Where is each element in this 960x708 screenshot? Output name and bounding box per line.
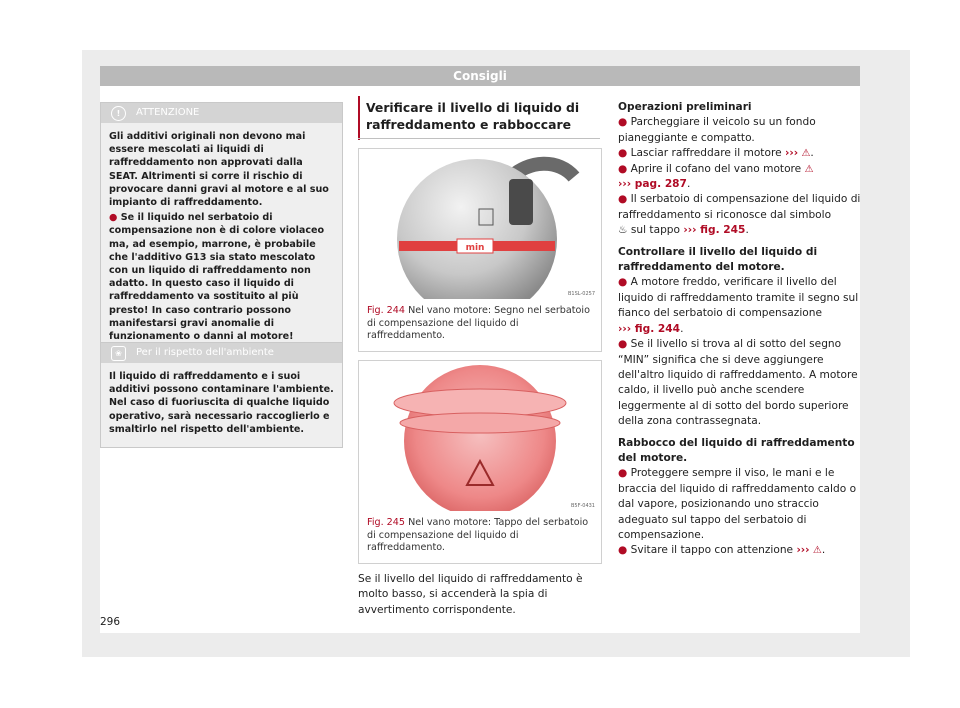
figure-244-number: Fig. 244 xyxy=(367,305,405,316)
page-ref-287[interactable]: ››› pag. 287 xyxy=(618,178,687,191)
step-cool: ● Lasciar raffreddare il motore ››› ⚠. xyxy=(618,147,814,160)
warning-icon: ⚠ xyxy=(812,545,822,557)
figure-245-code: B5F-0431 xyxy=(570,503,595,509)
attention-box xyxy=(100,102,343,355)
heading-preliminary: Operazioni preliminari xyxy=(618,101,752,113)
environment-title: Per il rispetto dell'ambiente xyxy=(136,347,274,358)
figure-244-text: Nel vano motore: Segno nel serbatoio di compensazione del liquido di raffreddamento. xyxy=(367,305,590,341)
section-title: Verificare il livello di liquido di raffreddamento e rabboccare xyxy=(366,100,580,132)
expansion-tank-illustration xyxy=(359,149,601,299)
step-identify: ● Il serbatoio di compensazione del liquido di raffreddamento si riconosce dal simbolo ♨ sul tappo ››› fig. 245. xyxy=(618,193,861,237)
figure-244-image xyxy=(359,149,601,299)
environment-body xyxy=(101,363,342,447)
warning-icon: ⚠ xyxy=(801,148,811,160)
figure-244 xyxy=(358,148,602,352)
step-park: ● Parcheggiare il veicolo su un fondo pianeggiante e compatto. xyxy=(618,116,816,144)
figure-245-number: Fig. 245 xyxy=(367,517,405,528)
figure-244-caption xyxy=(359,299,601,351)
figure-245-caption xyxy=(359,511,601,563)
min-label: min xyxy=(465,243,485,253)
heading-check: Controllare il livello del liquido di raffreddamento del motore. xyxy=(618,245,818,274)
info-icon: ! xyxy=(111,106,126,121)
figure-244-code: B1SL-0257 xyxy=(567,291,595,297)
figure-245-text: Nel vano motore: Tappo del serbatoio di compensazione del liquido di raffreddamento. xyxy=(367,517,589,553)
title-rule xyxy=(358,138,600,139)
leaf-icon: ❀ xyxy=(111,346,126,361)
page-number: 296 xyxy=(100,616,121,628)
step-below-min: ● Se il livello si trova al di sotto del segno “MIN” significa che si deve aggiungere dell'altro liquido di raffreddamento. A motore caldo, il livello può anche scendere leggermente al di sotto del bordo superiore della zona contrassegnata. xyxy=(618,338,858,428)
attention-body xyxy=(101,123,342,354)
environment-header xyxy=(101,343,342,363)
col2-paragraph: Se il livello del liquido di raffreddamento è molto basso, si accenderà la spia di avvertimento corrispondente. xyxy=(358,573,583,616)
reservoir-cap-illustration xyxy=(359,361,601,511)
procedure-column xyxy=(618,100,861,559)
figure-245-image xyxy=(359,361,601,511)
heading-refill: Rabbocco del liquido di raffreddamento del motore. xyxy=(618,436,855,464)
fig-ref-245[interactable]: ››› fig. 245 xyxy=(683,224,746,237)
attention-header xyxy=(101,103,342,123)
warning-icon: ⚠ xyxy=(804,163,814,175)
step-protect: ● Proteggere sempre il viso, le mani e le braccia del liquido di raffreddamento caldo o dal vapore, posizionando uno straccio adeguato sul tappo del serbatoio di compensazione. xyxy=(618,467,857,541)
title-accent xyxy=(358,96,360,140)
environment-text: Il liquido di raffreddamento e i suoi additivi possono contaminare l'ambiente. Nel caso di fuoriuscita di qualche liquido operativo, sarà necessario raccoglierlo e smaltirlo nel rispetto dell'ambiente. xyxy=(109,371,334,435)
figure-245 xyxy=(358,360,602,564)
page-header: Consigli xyxy=(100,66,860,86)
step-check-level: ● A motore freddo, verificare il livello del liquido di raffreddamento tramite il segno sul fianco del serbatoio di compensazione ››› fig. 244. xyxy=(618,276,859,335)
coolant-symbol-icon: ♨ xyxy=(618,224,628,237)
step-open-hood: ● Aprire il cofano del vano motore ⚠ ››› pag. 287. xyxy=(618,162,814,191)
environment-box xyxy=(100,342,343,448)
attention-paragraph: Gli additivi originali non devono mai essere mescolati ai liquidi di raffreddamento non approvati dalla SEAT. Altrimenti si corre il rischio di provocare danni gravi al motore e al suo impianto di raffreddamento. xyxy=(109,131,329,209)
attention-title: ATTENZIONE xyxy=(136,107,200,118)
step-unscrew: ● Svitare il tappo con attenzione ››› ⚠. xyxy=(618,544,826,557)
fig-ref-244[interactable]: ››› fig. 244 xyxy=(618,322,681,335)
attention-bullet: ● Se il liquido nel serbatoio di compensazione non è di colore violaceo ma, ad esempio, marrone, è probabile che l'additivo G13 sia stato mescolato con un liquido di raffreddamento non adatto. In questo caso il liquido di raffreddamento va sostituito al più presto! In caso contrario possono manifestarsi gravi anomalie di funzionamento o danni al motore! xyxy=(109,212,325,343)
